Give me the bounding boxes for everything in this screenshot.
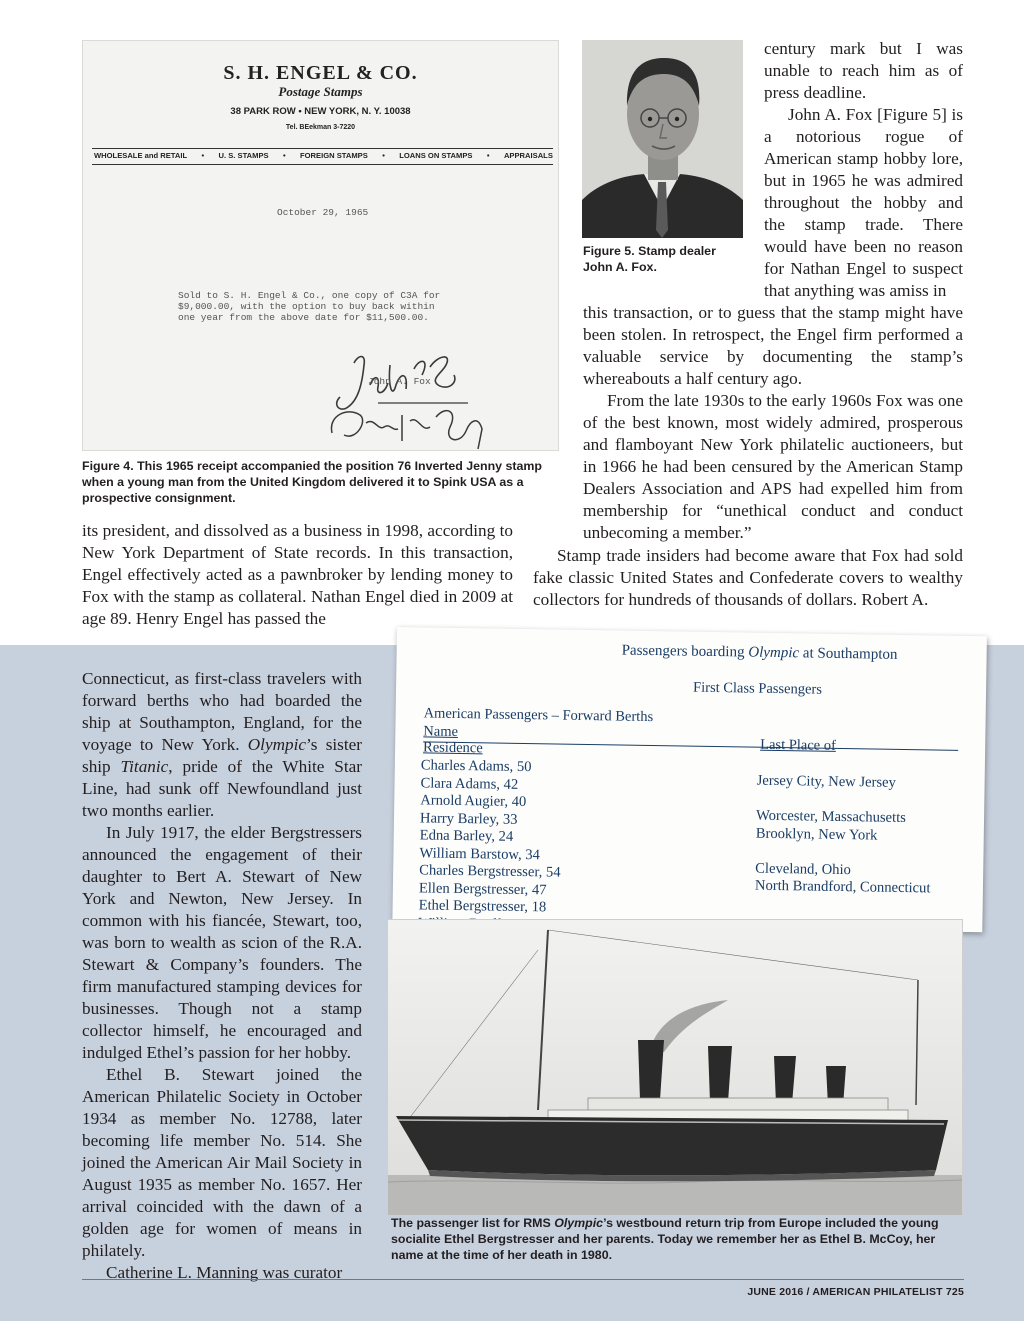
service-separator: • <box>486 151 490 160</box>
column-header-residence: Residence <box>422 739 483 757</box>
passenger-name: Ellen Bergstresser, 47 <box>418 879 547 898</box>
column-header-name: Name <box>423 723 459 740</box>
receipt-note: Sold to S. H. Engel & Co., one copy of C3A for $9,000.00, with the option to buy back within one year from the above date for $11,500.00. <box>178 290 441 323</box>
paragraph: In July 1917, the elder Bergstressers announced the engagement of their daughter to Bert A. Stewart of New York and Newton, New Jersey. In common with his fiancée, Stewart, too, was born to wealth as scion of the R.A. Stewart & Company’s founders. The firm manufactured stamping devices for businesses. Though not a stamp collector himself, he encouraged and indulged Ethel’s passion for her hobby. <box>82 823 362 1062</box>
passenger-name: William Barstow, 34 <box>419 844 541 863</box>
sidebar-text <box>82 668 362 1284</box>
figure-5-portrait-image <box>582 40 743 238</box>
ship-name: Olympic <box>554 1216 604 1230</box>
passenger-name: Clara Adams, 42 <box>420 774 519 793</box>
text-run: ’s sister ship <box>82 735 363 776</box>
portrait-graphic <box>582 40 743 238</box>
ship-name: Olympic <box>247 735 306 754</box>
service-item: FOREIGN STAMPS <box>300 151 368 160</box>
paragraph: its president, and dissolved as a business in 1998, according to New York Department of State records. In this transaction, Engel effectively acted as a pawnbroker by lending money to Fox with the stamp as collateral. Nathan Engel died in 2009 at age 89. Henry Engel has passed the <box>82 521 513 628</box>
text-run: Passengers boarding <box>621 642 749 661</box>
paragraph: From the late 1930s to the early 1960s Fox was one of the best known, most widely admired, prosperous and flamboyant New York philatelic auctioneers, but in 1966 he had been censured by the American Stamp Dealers Association and APS had expelled him from membership for “unethical conduct and conduct unbecoming a member.” <box>583 391 963 542</box>
ship-photo-caption <box>391 1215 963 1263</box>
passenger-name: Harry Barley, 33 <box>419 809 518 828</box>
olympic-ship-photo <box>388 920 962 1215</box>
right-column-narrow-text <box>764 38 963 302</box>
letterhead-address: 38 PARK ROW • NEW YORK, N. Y. 10038 <box>230 106 411 117</box>
passenger-name: Charles Bergstresser, 54 <box>419 862 561 881</box>
left-column-top-text <box>82 520 513 630</box>
passenger-names <box>418 757 562 932</box>
passenger-place: Worcester, Massachusetts <box>755 807 907 827</box>
ship-name: Titanic <box>120 757 169 776</box>
figure-4-caption: Figure 4. This 1965 receipt accompanied the position 76 Inverted Jenny stamp when a young man from the United Kingdom delivered it to Spink USA as a prospective consignment. <box>82 459 542 505</box>
service-separator: • <box>201 151 205 160</box>
passenger-places <box>755 773 932 898</box>
ship-graphic <box>388 920 962 1215</box>
ship-name: Olympic <box>748 644 800 662</box>
service-item: LOANS ON STAMPS <box>399 151 473 160</box>
footer-rule <box>82 1279 964 1280</box>
service-separator: • <box>282 151 286 160</box>
figure-5-caption <box>583 243 743 275</box>
text-run: The passenger list for RMS <box>391 1216 555 1230</box>
passenger-name: Edna Barley, 24 <box>419 827 514 845</box>
text-run: at Southampton <box>798 645 898 663</box>
service-item: WHOLESALE and RETAIL <box>94 151 188 160</box>
right-column-wide-text <box>533 545 963 611</box>
right-column-text <box>583 302 963 544</box>
passenger-place: Jersey City, New Jersey <box>756 772 897 791</box>
passenger-place: Brooklyn, New York <box>755 825 878 844</box>
text-run: Connecticut, as first-class travelers with forward berths who had boarded the ship at Southampton, England, for the voyage to New York. <box>82 669 362 754</box>
column-header-last-place: Last Place of <box>760 736 837 754</box>
header-rule <box>423 741 958 750</box>
passenger-name: Ethel Bergstresser, 18 <box>418 897 547 916</box>
service-separator: • <box>382 151 385 160</box>
paragraph: Stamp trade insiders had become aware that Fox had sold fake classic United States and Confederate covers to wealthy collectors for hundreds of thousands of dollars. Robert A. <box>533 546 963 609</box>
passenger-place: Cleveland, Ohio <box>755 860 852 878</box>
figure-5-caption-line: Figure 5. Stamp dealer <box>583 244 716 258</box>
text-run: ’s westbound return trip from Europe included the young socialite Ethel Bergstresser and her parents. Today we remember her as Ethel B. McCoy, her name at the time of her death in 1980. <box>391 1216 939 1262</box>
signature-graphic <box>318 345 518 455</box>
letterhead-services <box>94 151 553 160</box>
letterhead-telephone: Tel. BEekman 3-7220 <box>285 124 356 131</box>
passenger-list-image <box>392 627 987 932</box>
passenger-name: Arnold Augier, 40 <box>420 792 527 811</box>
letterhead-rule-top <box>92 148 553 149</box>
service-item: APPRAISALS <box>503 151 553 160</box>
passenger-name: Charles Adams, 50 <box>420 757 532 776</box>
paragraph <box>82 668 362 822</box>
service-item: U. S. STAMPS <box>218 151 269 160</box>
figure-4-receipt-image <box>82 40 559 451</box>
letterhead-rule-bottom <box>92 164 553 165</box>
passenger-place: North Brandford, Connecticut <box>754 877 931 897</box>
paragraph: this transaction, or to guess that the stamp might have been stolen. In retrospect, the Engel firm performed a valuable service by documenting the stamp’s whereabouts a half century ago. <box>583 303 963 388</box>
letterhead-firm-name: S. H. ENGEL & CO. <box>223 62 418 84</box>
letterhead-tagline: Postage Stamps <box>278 84 363 99</box>
paragraph: John A. Fox [Figure 5] is a notorious rogue of American stamp hobby lore, but in 1965 he was admired throughout the hobby and the stamp trade. There would have been no reason for Nathan Engel to suspect that anything was amiss in <box>764 105 963 300</box>
passenger-list-subtitle: First Class Passengers <box>692 679 823 698</box>
receipt-date: October 29, 1965 <box>277 207 369 218</box>
paragraph: Catherine L. Manning was curator <box>106 1263 343 1282</box>
figure-5-caption-line: John A. Fox. <box>583 260 657 274</box>
receipt-typed-name: John A. Fox <box>368 376 431 387</box>
page-footer: JUNE 2016 / AMERICAN PHILATELIST 725 <box>747 1286 964 1298</box>
paragraph: century mark but I was unable to reach him as of press deadline. <box>764 39 963 102</box>
paragraph: Ethel B. Stewart joined the American Philatelic Society in October 1934 as member No. 12788, later becoming life member No. 514. She joined the American Air Mail Society in August 1935 as member No. 1657. Her arrival coincided with the dawn of a golden age for women of means in philately. <box>82 1065 362 1260</box>
passenger-list-title <box>622 643 898 664</box>
text-run: , pride of the White Star Line, had sunk off Newfoundland just two months earlier. <box>82 757 362 820</box>
passenger-list-section: American Passengers – Forward Berths <box>423 705 654 726</box>
